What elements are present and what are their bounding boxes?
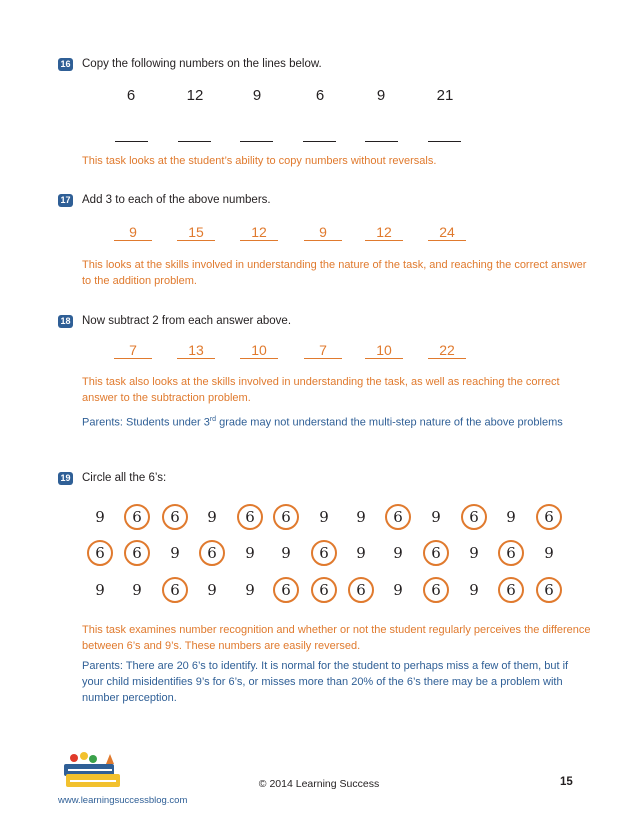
- question-18-badge: 18: [58, 315, 73, 328]
- digit[interactable]: 9: [356, 508, 366, 526]
- website-link[interactable]: www.learningsuccessblog.com: [58, 795, 188, 806]
- circled-digit[interactable]: 6: [237, 504, 263, 530]
- digit[interactable]: 9: [393, 581, 403, 599]
- circled-digit[interactable]: 6: [385, 504, 411, 530]
- digit[interactable]: 9: [469, 544, 479, 562]
- digit[interactable]: 9: [469, 581, 479, 599]
- q17-answer: 9: [114, 224, 152, 241]
- question-17-prompt: Add 3 to each of the above numbers.: [82, 194, 271, 206]
- digit-grid-row: [0, 577, 638, 603]
- q16-number-row: [0, 87, 638, 107]
- circled-digit[interactable]: 6: [461, 504, 487, 530]
- digit[interactable]: 9: [281, 544, 291, 562]
- circled-digit[interactable]: 6: [311, 540, 337, 566]
- digit[interactable]: 9: [431, 508, 441, 526]
- circled-digit[interactable]: 6: [311, 577, 337, 603]
- digit-grid-row: [0, 540, 638, 566]
- question-16-prompt: Copy the following numbers on the lines below.: [82, 58, 322, 70]
- digit[interactable]: 9: [544, 544, 554, 562]
- circled-digit[interactable]: 6: [162, 504, 188, 530]
- digit[interactable]: 9: [132, 581, 142, 599]
- circled-digit[interactable]: 6: [536, 504, 562, 530]
- q18-answer-row: [0, 342, 638, 362]
- q16-number: 9: [252, 87, 262, 104]
- answer-line[interactable]: [115, 140, 148, 142]
- q18-answer: 10: [365, 342, 403, 359]
- digit[interactable]: 9: [95, 508, 105, 526]
- parents-note-end: grade may not understand the multi-step nature of the above problems: [216, 416, 563, 429]
- q16-number: 12: [186, 87, 204, 104]
- q17-answer: 12: [240, 224, 278, 241]
- q17-note: This looks at the skills involved in understanding the nature of the task, and reaching the correct answer to the addition problem.: [82, 259, 587, 287]
- q17-answer: 24: [428, 224, 466, 241]
- circled-digit[interactable]: 6: [199, 540, 225, 566]
- circled-digit[interactable]: 6: [423, 577, 449, 603]
- q18-note: This task also looks at the skills involved in understanding the task, as well as reaching the correct answer to the subtraction problem.: [82, 376, 560, 404]
- circled-digit[interactable]: 6: [273, 504, 299, 530]
- circled-digit[interactable]: 6: [348, 577, 374, 603]
- circled-digit[interactable]: 6: [124, 540, 150, 566]
- digit-grid-row: [0, 504, 638, 530]
- circled-digit[interactable]: 6: [124, 504, 150, 530]
- q17-answer-row: [0, 224, 638, 244]
- circled-digit[interactable]: 6: [162, 577, 188, 603]
- q19-parents-note: Parents: There are 20 6’s to identify. It is normal for the student to perhaps miss a few of them, but if your child misidentifies 9’s for 6’s, or misses more than 20% of the 6’s there may be a problem with number perception.: [82, 660, 569, 704]
- digit[interactable]: 9: [245, 544, 255, 562]
- digit[interactable]: 9: [319, 508, 329, 526]
- answer-line[interactable]: [178, 140, 211, 142]
- q18-parents-note: [82, 412, 592, 431]
- q16-number: 6: [126, 87, 136, 104]
- q18-answer: 10: [240, 342, 278, 359]
- q16-number: 21: [436, 87, 454, 104]
- q18-answer: 7: [114, 342, 152, 359]
- q18-answer: 13: [177, 342, 215, 359]
- digit[interactable]: 9: [170, 544, 180, 562]
- circled-digit[interactable]: 6: [498, 577, 524, 603]
- digit[interactable]: 9: [506, 508, 516, 526]
- digit[interactable]: 9: [245, 581, 255, 599]
- q19-note: This task examines number recognition and whether or not the student regularly perceives the difference between 6’s and 9’s. These numbers are easily reversed.: [82, 624, 591, 652]
- digit[interactable]: 9: [356, 544, 366, 562]
- q16-number: 9: [376, 87, 386, 104]
- question-19-prompt: Circle all the 6’s:: [82, 472, 167, 484]
- circled-digit[interactable]: 6: [536, 577, 562, 603]
- circled-digit[interactable]: 6: [273, 577, 299, 603]
- q17-answer: 12: [365, 224, 403, 241]
- ordinal-suffix: rd: [209, 416, 217, 423]
- answer-line[interactable]: [240, 140, 273, 142]
- question-16-badge: 16: [58, 58, 73, 71]
- digit[interactable]: 9: [393, 544, 403, 562]
- question-18-prompt: Now subtract 2 from each answer above.: [82, 315, 292, 327]
- q17-answer: 15: [177, 224, 215, 241]
- answer-line[interactable]: [365, 140, 398, 142]
- circled-digit[interactable]: 6: [87, 540, 113, 566]
- digit[interactable]: 9: [207, 508, 217, 526]
- circled-digit[interactable]: 6: [498, 540, 524, 566]
- q17-answer: 9: [304, 224, 342, 241]
- answer-line[interactable]: [303, 140, 336, 142]
- question-19-badge: 19: [58, 472, 73, 485]
- q18-answer: 7: [304, 342, 342, 359]
- digit[interactable]: 9: [207, 581, 217, 599]
- digit[interactable]: 9: [95, 581, 105, 599]
- question-17-badge: 17: [58, 194, 73, 207]
- copyright: © 2014 Learning Success: [258, 778, 380, 790]
- circled-digit[interactable]: 6: [423, 540, 449, 566]
- parents-note-start: Parents: Students under 3: [82, 416, 210, 429]
- q16-number: 6: [315, 87, 325, 104]
- q18-answer: 22: [428, 342, 466, 359]
- answer-line[interactable]: [428, 140, 461, 142]
- page-number: 15: [560, 776, 573, 788]
- q16-note: This task looks at the student’s ability to copy numbers without reversals.: [82, 155, 437, 167]
